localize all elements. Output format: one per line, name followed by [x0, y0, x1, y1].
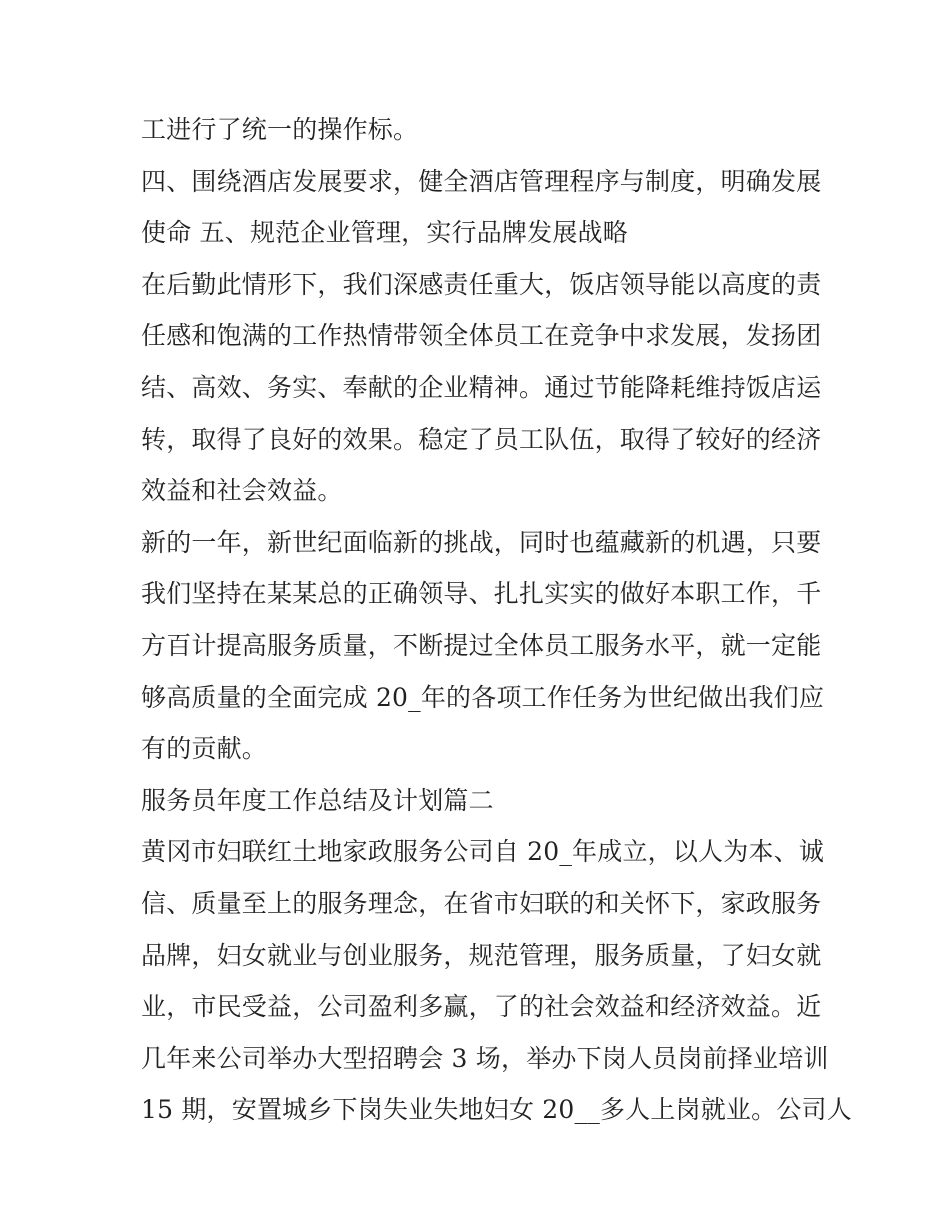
- text-line: 在后勤此情形下，我们深感责任重大，饭店领导能以高度的责: [141, 269, 822, 299]
- text-line: 够高质量的全面完成 20_年的各项工作任务为世纪做出我们应: [141, 682, 825, 712]
- text-line: 15 期，安置城乡下岗失业失地妇女 20__多人上岗就业。公司人: [141, 1095, 852, 1125]
- text-line: 我们坚持在某某总的正确领导、扎扎实实的做好本职工作，千: [141, 579, 822, 609]
- text-line: 业，市民受益，公司盈利多赢，了的社会效益和经济效益。近: [141, 992, 822, 1022]
- document-body: [141, 104, 852, 1136]
- text-line: 几年来公司举办大型招聘会 3 场，举办下岗人员岗前择业培训: [141, 1043, 829, 1073]
- text-line: 方百计提高服务质量，不断提过全体员工服务水平，就一定能: [141, 630, 822, 660]
- text-line: 信、质量至上的服务理念，在省市妇联的和关怀下，家政服务: [141, 888, 822, 918]
- text-line: 工进行了统一的操作标。: [141, 115, 419, 144]
- text-line: 结、高效、务实、奉献的企业精神。通过节能降耗维持饭店运: [141, 372, 822, 402]
- text-line: 转，取得了良好的效果。稳定了员工队伍，取得了较好的经济: [141, 424, 822, 454]
- text-line: 任感和饱满的工作热情带领全体员工在竞争中求发展，发扬团: [141, 321, 822, 351]
- text-line: 品牌，妇女就业与创业服务，规范管理，服务质量，了妇女就: [141, 940, 822, 970]
- text-line: 新的一年，新世纪面临新的挑战，同时也蕴藏新的机遇，只要: [141, 527, 822, 557]
- section-heading: 服务员年度工作总结及计划篇二: [141, 785, 494, 815]
- text-line: 四、围绕酒店发展要求，健全酒店管理程序与制度，明确发展: [141, 166, 822, 196]
- text-line: 效益和社会效益。: [141, 476, 343, 506]
- text-line: 使命 五、规范企业管理，实行品牌发展战略: [141, 218, 628, 248]
- text-line: 有的贡献。: [141, 734, 268, 764]
- text-line: 黄冈市妇联红土地家政服务公司自 20_年成立，以人为本、诚: [141, 837, 825, 867]
